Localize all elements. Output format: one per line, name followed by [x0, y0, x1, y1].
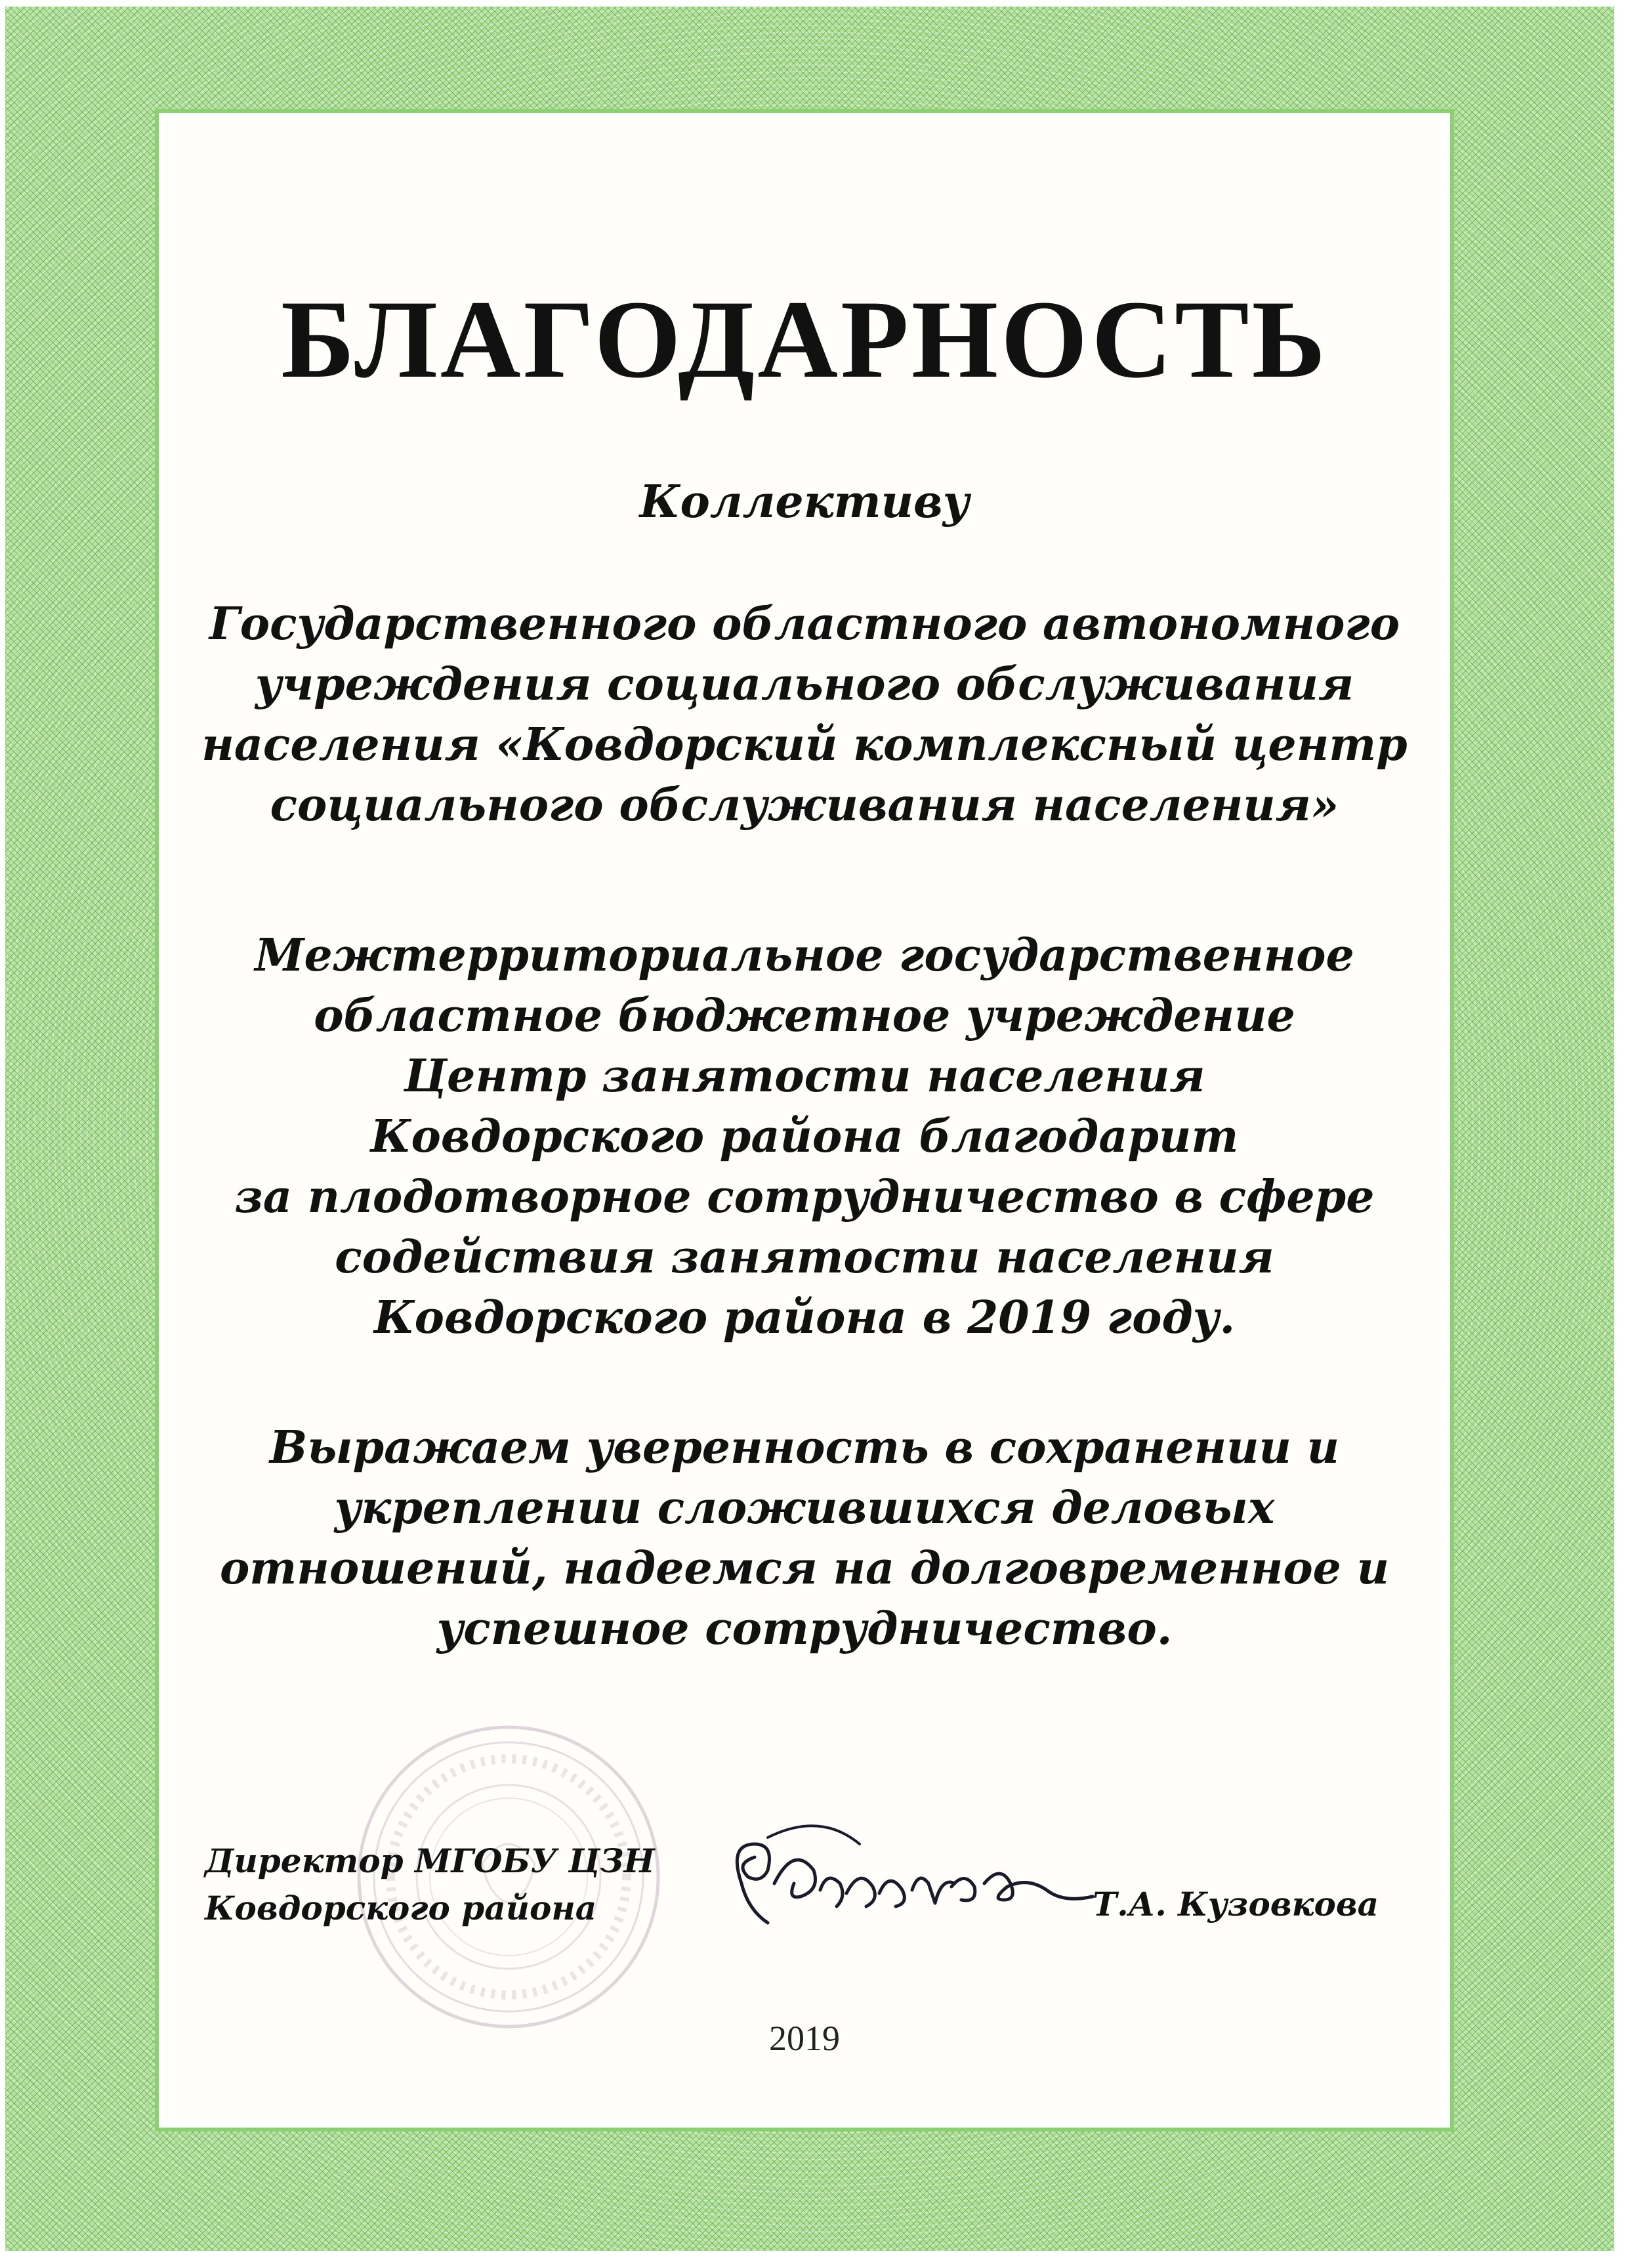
certificate-page — [164, 118, 1445, 2122]
body-line: за плодотворное сотрудничество в сфере — [234, 1171, 1375, 1223]
gratitude-text — [164, 925, 1445, 1348]
signatory-name: Т.А. Кузовкова — [1093, 1885, 1379, 1923]
body-line: содействия занятости населения — [335, 1231, 1274, 1284]
body-line: областное бюджетное учреждение — [314, 990, 1295, 1042]
body-line: Межтерриториальное государственное — [255, 929, 1354, 982]
body-line: Центр занятости населения — [404, 1050, 1205, 1102]
addressee: Коллективу — [639, 476, 970, 528]
signatory-line: Директор МГОБУ ЦЗН — [205, 1841, 655, 1880]
organization-line: Государственного областного автономного — [209, 598, 1400, 650]
closing-line: отношений, надеемся на долговременное и — [219, 1542, 1390, 1595]
closing-text — [164, 1418, 1445, 1659]
signatory-position — [205, 1838, 655, 1932]
closing-line: Выражаем уверенность в сохранении и — [269, 1421, 1340, 1474]
signatory-line: Ковдорского района — [205, 1889, 597, 1927]
document-year: 2019 — [769, 2019, 840, 2058]
organization-line: учреждения социального обслуживания — [255, 658, 1354, 711]
organization-line: населения «Ковдорский комплексный центр — [201, 719, 1408, 771]
handwritten-signature — [728, 1811, 1096, 1962]
organization-line: социального обслуживания населения» — [270, 779, 1339, 831]
closing-line: укреплении сложившихся деловых — [334, 1482, 1275, 1534]
body-line: Ковдорского района благодарит — [370, 1110, 1239, 1163]
closing-line: успешное сотрудничество. — [436, 1603, 1173, 1655]
body-line: Ковдорского района в 2019 году. — [373, 1292, 1236, 1344]
certificate-title: БЛАГОДАРНОСТЬ — [281, 278, 1328, 401]
recipient-organization — [164, 594, 1445, 835]
